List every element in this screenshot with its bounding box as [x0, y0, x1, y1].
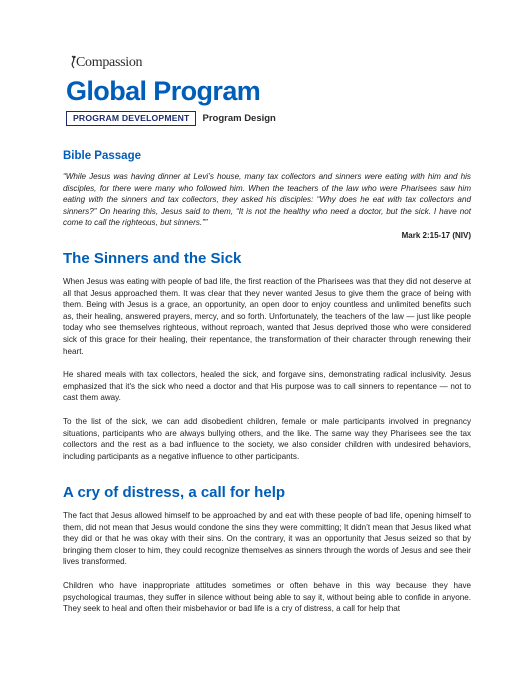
- paragraph: Children who have inappropriate attitudes sometimes or often behave in this way because they have psychological traumas, they suffer in silence without being able to say it, without being able to confide in anyone. They seek to heal and often their misbehavior or bad life is a cry of distress, a call for help that: [63, 580, 471, 614]
- header-logo-block: [66, 55, 276, 126]
- bible-quote: “While Jesus was having dinner at Levi’s house, many tax collectors and sinners were eating with him and his disciples, for there were many who followed him. When the teachers of the law who were Pharisees saw him eating with the sinners and tax collectors, they asked his disciples: “Why does he eat with tax collectors and sinners?” On hearing this, Jesus said to them, “It is not the healthy who need a doctor, but the sick. I have not come to call the righteous, but sinners.””: [63, 172, 471, 228]
- paragraph: When Jesus was eating with people of bad life, the first reaction of the Pharisees was that they did not deserve at all that Jesus approached them. It was clear that they never wanted Jesus to give them the grace of being with them. Being with Jesus is a grace, an opportunity, an open door to enjoy countless and unlimited benefits such as, their healing, answered prayers, mercy, and so forth. Unfortunately, the teachers of the law — just like people today who see themselves righteous, without reproach, wanted that Jesus deprived those who were considered sick of this grace for their healing, their repentance, the transformation of their character through renewing their heart.: [63, 277, 471, 356]
- compassion-logo: [66, 55, 276, 71]
- subhead: [66, 111, 276, 126]
- section-heading: A cry of distress, a call for help: [63, 484, 286, 501]
- section-heading: The Sinners and the Sick: [63, 250, 242, 267]
- bible-passage-section: [63, 149, 471, 241]
- paragraph: To the list of the sick, we can add disobedient children, female or male participants involved in pregnancy situations, participants who are always bullying others, and the like. The same way they Pharisees see the tax collectors and the rest as a bad influence to the society, we also consider children with undesired behaviors, including participants as a negative influence to other participants.: [63, 416, 471, 461]
- sinners-and-sick-section: [63, 250, 471, 462]
- program-title: Global Program: [66, 76, 261, 106]
- cry-of-distress-section: [63, 484, 471, 615]
- brand-name: Compassion: [76, 55, 143, 70]
- bible-reference: Mark 2:15-17 (NIV): [401, 230, 471, 240]
- department-badge: PROGRAM DEVELOPMENT: [66, 111, 196, 126]
- bible-passage-heading: Bible Passage: [63, 150, 141, 162]
- program-design-label: Program Design: [202, 113, 276, 124]
- paragraph: He shared meals with tax collectors, healed the sick, and forgave sins, demonstrating radical inclusivity. Jesus emphasized that it's the sick who need a doctor and that His purpose was to call sinners to repentance — not to cast them away.: [63, 370, 471, 403]
- paragraph: The fact that Jesus allowed himself to be approached by and eat with these people of bad life, opening himself to them, did not mean that Jesus would condone the sins they were committing; It didn’t mean that Jesus liked what they did or that he was okay with their sins. On the contrary, it was an opportunity that Jesus seized so that by bringing them closer to him, they could recognize themselves as sinners through the words of Jesus and see their lives transformed.: [63, 511, 471, 567]
